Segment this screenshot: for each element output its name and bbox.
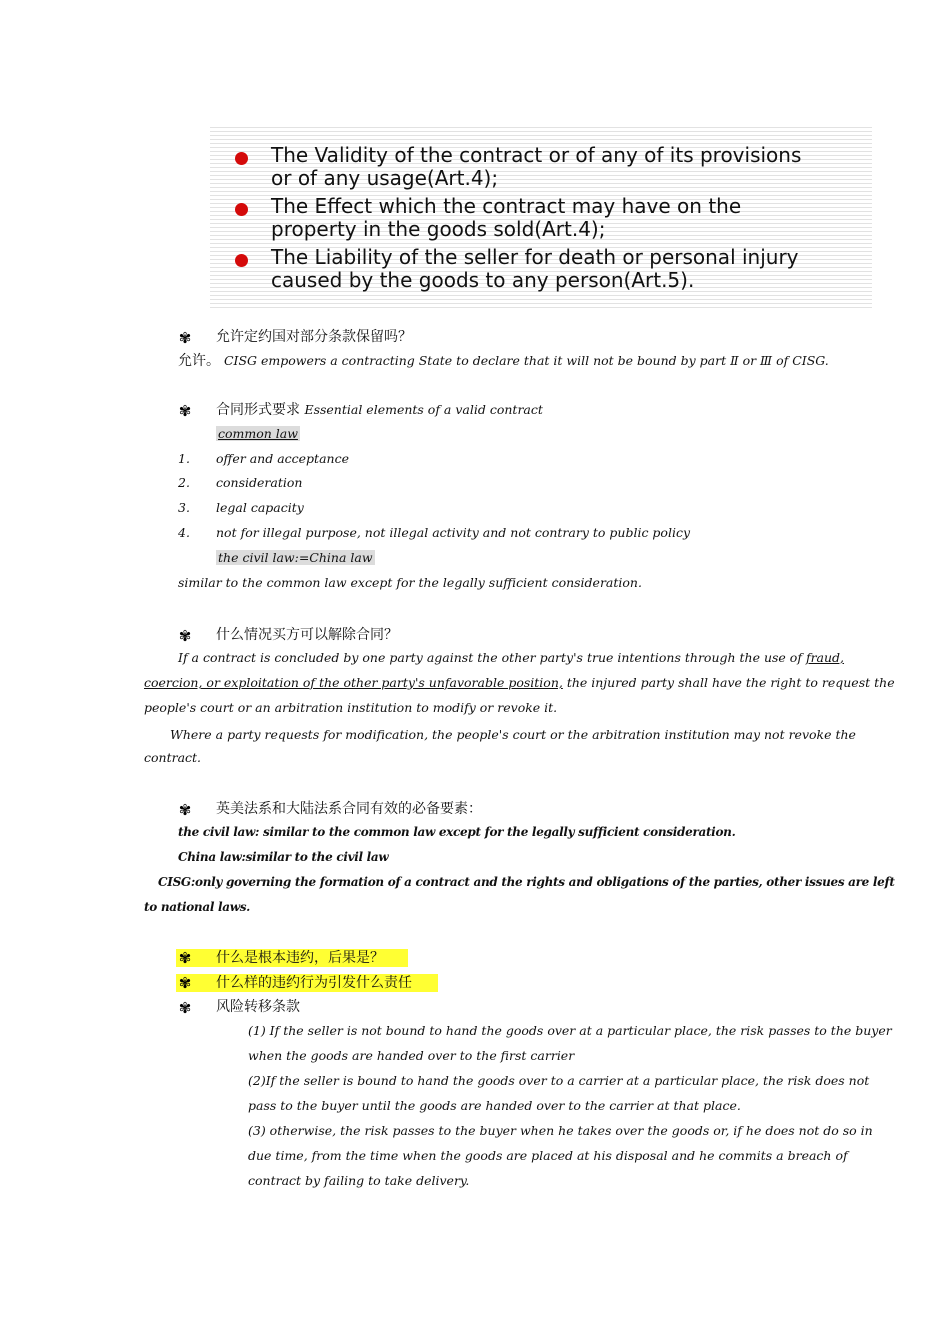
civil-law-tag <box>216 549 375 567</box>
list-number: 2. <box>178 475 190 490</box>
list-item: not for illegal purpose, not illegal activity and not contrary to public policy <box>216 525 691 540</box>
red-dot-icon <box>235 203 248 216</box>
slide-item-line: caused by the goods to any person(Art.5). <box>271 268 695 292</box>
paragraph-line: people's court or an arbitration institution to modify or revoke it. <box>144 700 558 715</box>
civil-law-note: similar to the common law except for the legally sufficient consideration. <box>178 575 642 590</box>
question-heading <box>216 401 543 419</box>
list-number: 1. <box>178 451 190 466</box>
risk-line: contract by failing to take delivery. <box>248 1173 470 1188</box>
risk-line: (3) otherwise, the risk passes to the buyer when he takes over the goods or, if he does not do so in <box>248 1123 873 1138</box>
slide-item-line: The Validity of the contract or of any of its provisions <box>271 143 802 167</box>
bold-line: the civil law: similar to the common law except for the legally sufficient consideration. <box>178 825 736 839</box>
bold-line: CISG:only governing the formation of a contract and the rights and obligations of the parties, other issues are left <box>158 875 895 889</box>
list-item: legal capacity <box>216 500 304 515</box>
common-law-tag <box>216 425 300 443</box>
tag-text: common law <box>218 426 298 441</box>
slide-item-line: property in the goods sold(Art.4); <box>271 217 606 241</box>
bold-line: to national laws. <box>144 900 251 914</box>
paragraph-line <box>178 649 844 667</box>
question-heading: 风险转移条款 <box>216 999 300 1015</box>
paragraph-line: Where a party requests for modification, the people's court or the arbitration institution may not revoke the <box>170 727 856 742</box>
question-heading: 允许定约国对部分条款保留吗？ <box>216 329 412 345</box>
slide-item-line: The Liability of the seller for death or personal injury <box>271 245 799 269</box>
risk-line: (1) If the seller is not bound to hand the goods over at a particular place, the risk passes to the buyer <box>248 1023 892 1038</box>
tag-text: the civil law:=China law <box>218 550 373 565</box>
risk-line: (2)If the seller is bound to hand the goods over to a carrier at a particular place, the risk does not <box>248 1073 870 1088</box>
answer-cn: 允许。 <box>178 353 220 369</box>
bold-line: China law:similar to the civil law <box>178 850 389 864</box>
slide-image <box>210 124 872 308</box>
list-number: 4. <box>178 525 190 540</box>
text-span: the injured party shall have the right to request the <box>562 675 895 690</box>
paragraph-line: contract. <box>144 750 202 765</box>
question-heading: 什么是根本违约，后果是？ <box>216 950 384 966</box>
risk-line: pass to the buyer until the goods are handed over to the carrier at that place. <box>248 1098 741 1113</box>
question-heading: 什么情况买方可以解除合同？ <box>216 627 398 643</box>
four-petal-bullet-icon: ✾ <box>178 949 192 967</box>
four-petal-bullet-icon: ✾ <box>178 402 192 420</box>
question-heading: 英美法系和大陆法系合同有效的必备要素： <box>216 801 482 817</box>
answer-en: CISG empowers a contracting State to declare that it will not be bound by part Ⅱ or Ⅲ of CISG. <box>223 353 829 368</box>
list-item: consideration <box>216 475 303 490</box>
list-item: offer and acceptance <box>216 451 349 466</box>
four-petal-bullet-icon: ✾ <box>178 627 192 645</box>
red-dot-icon <box>235 152 248 165</box>
underlined-text: fraud, <box>805 650 845 665</box>
answer-line <box>178 352 829 370</box>
question-heading: 什么样的违约行为引发什么责任 <box>216 975 412 991</box>
list-number: 3. <box>178 500 190 515</box>
underlined-text: coercion, or exploitation of the other party's unfavorable position, <box>144 675 563 690</box>
heading-cn: 合同形式要求 <box>216 402 300 418</box>
risk-line: due time, from the time when the goods are placed at his disposal and he commits a breach of <box>248 1148 848 1163</box>
heading-en: Essential elements of a valid contract <box>304 402 543 417</box>
text-span: If a contract is concluded by one party against the other party's true intentions through the use of <box>178 650 806 665</box>
red-dot-icon <box>235 254 248 267</box>
four-petal-bullet-icon: ✾ <box>178 974 192 992</box>
four-petal-bullet-icon: ✾ <box>178 999 192 1017</box>
paragraph-line <box>144 674 895 692</box>
slide-item-line: or of any usage(Art.4); <box>271 166 499 190</box>
four-petal-bullet-icon: ✾ <box>178 801 192 819</box>
four-petal-bullet-icon: ✾ <box>178 329 192 347</box>
slide-item-line: The Effect which the contract may have on the <box>271 194 742 218</box>
risk-line: when the goods are handed over to the first carrier <box>248 1048 575 1063</box>
